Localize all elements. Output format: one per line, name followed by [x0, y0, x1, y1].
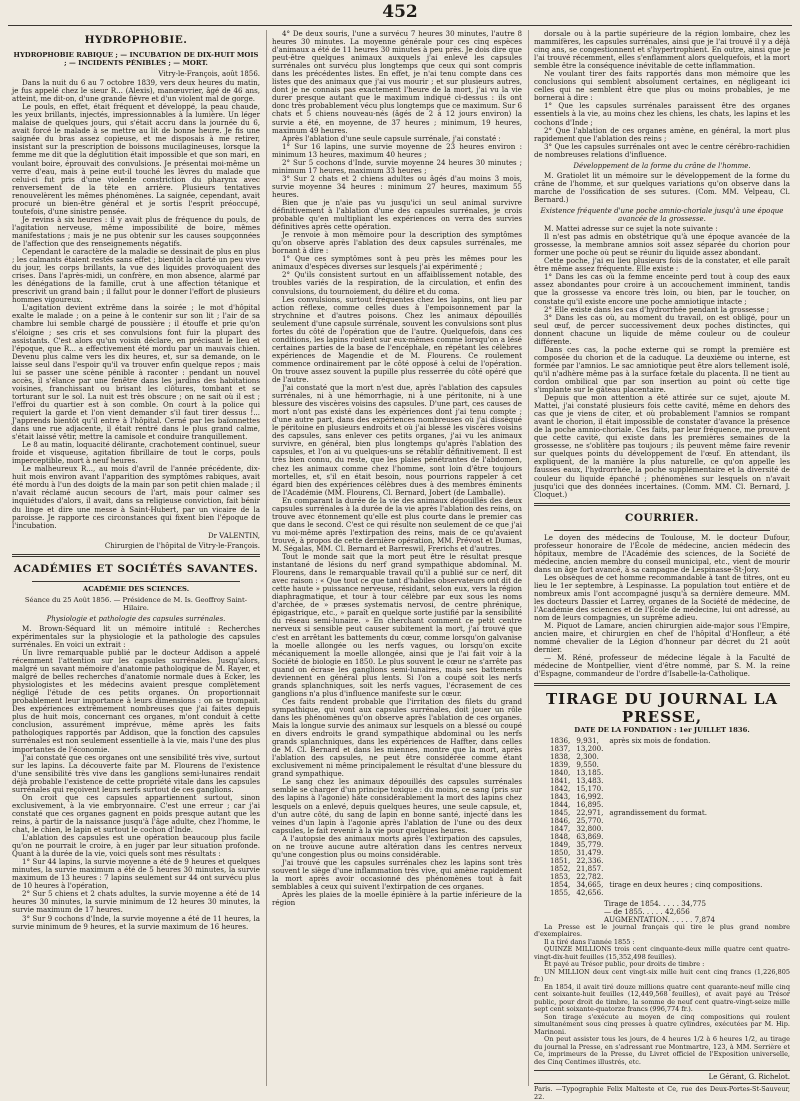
existence-heading: Existence fréquente d'une poche amnio-choriale jusqu'à une époque avancée de la grossesse. — [540, 206, 784, 224]
tirage-note: tirage en deux heures ; cinq compositions. — [609, 880, 763, 890]
tirage-note: après six mois de fondation. — [609, 735, 711, 745]
tirage-note — [609, 849, 768, 857]
tirage-year: 1838, — [550, 751, 571, 761]
augmentation-label: AUGMENTATION. . . . . . — [604, 914, 693, 924]
tirage-note — [609, 817, 768, 825]
signature-name: Dr VALENTIN, — [207, 531, 260, 540]
dateline: Vitry-le-François, août 1856. — [158, 70, 260, 78]
paragraph: 1° Sur 16 lapins, une survie moyenne de 23 heures environ : minimum 13 heures, maximum 40 heures ; — [272, 141, 522, 159]
tirage-year: 1847, — [550, 824, 571, 834]
section-rule — [12, 554, 260, 557]
tirage-value: 15,170. — [576, 783, 604, 793]
tirage-value: 13,200. — [576, 743, 604, 753]
paragraph: 3° Dans les cas où, au moment du travail, on est obligé, pour un seul œuf, de percer successivement deux poches distinctes, qui donnent chacune un liquide de même couleur ou de couleur différente. — [534, 312, 790, 346]
tirage-notes — [534, 924, 790, 1067]
courrier-title: COURRIER. — [625, 511, 699, 524]
academies-conclusions — [534, 30, 790, 159]
page-number: 452 — [382, 2, 418, 22]
paragraph: 1° Dans les cas où la femme enceinte perd tout à coup des eaux assez abondantes pour croire à un accouchement imminent, tandis que la grossesse va encore très loin, ou bien, par le toucher, on constate qu'il existe encore une poche amniotique intacte ; — [534, 272, 790, 306]
existence-body — [534, 225, 790, 499]
tirage-year: 1842, — [550, 783, 571, 793]
paragraph: Un livre remarquable publié par le docteur Addison a appelé récemment l'attention sur les capsules surrénales. Jusqu'alors, malgré un savant mémoire d'anatomie pathologique de M. Rayer, et malgré de belles recherches d'anatomie normale dues à Ecker, les physiologistes et les médecins avaient presque complètement négligé l'étude de ces petits organes. On proportionnait probablement leur importance à leurs dimensions : on se trompait. Des expériences extrêmement nombreuses que j'ai faites depuis plus de huit mois, concernant ces organes, m'ont conduit à cette conclusion, assurément imprévue, même après les faits pathologiques rapportés par Addison, que la fonction des capsules surrénales est non seulement essentielle à la vie, mais l'une des plus importantes de l'économie. — [12, 647, 260, 754]
tirage-year: 1845, — [550, 807, 571, 817]
hydrophobie-subtitle: HYDROPHOBIE RABIQUE ; — INCUBATION DE DIX-HUIT MOIS ; — INCIDENTS PÉNIBLES ; — MORT. — [13, 51, 259, 67]
tirage-note — [609, 793, 768, 801]
session-line: Séance du 25 Août 1856. — Présidence de M. Is. Geoffroy Saint-Hilaire. — [24, 595, 248, 612]
signature-role: Chirurgien de l'hôpital de Vitry-le-François. — [104, 541, 260, 550]
paragraph: Les obsèques de cet homme recommandable à tant de titres, ont eu lieu le 1er septembre, à Lespinasse. La population tout entière et de nombreux amis l'ont accompagné jusqu'à sa dernière demeure. MM. les docteurs Dassier et Larrey, organes de la Société de médecine, de l'Académie des sciences et de l'École de médecine, lui ont adressé, au nom de leurs compagnies, un suprême adieu. — [534, 572, 790, 623]
tirage-year: 1854, — [550, 880, 571, 890]
paragraph: Le pouls, en effet, était fréquent et développé, la peau chaude, les yeux brillants, injectés, impressionnables à la lumière. Un léger malaise de quelques jours, qui s'était accru dans la journée du 6, avait forcé le malade à se mettre au lit de bonne heure. Je fis une saignée du bras assez copieuse, et me disposais à me retirer, insistant sur la prescription de boissons mucilagineuses, lorsque la femme me dit que la déglutition était impossible et que son mari, en voulant boire, éprouvait des convulsions. Je présentai moi-même un verre d'eau, mais à peine eut-il touché les lèvres du malade que celui-ci fut pris d'une violente constriction du pharynx avec renversement de la tête en arrière. Plusieurs tentatives renouvelèrent les mêmes phénomènes. La saignée, cependant, avait procuré un bien-être général et je sortis l'esprit préoccupé, toutefois, d'une sinistre pensée. — [12, 102, 260, 216]
paragraph: Il n'est pas admis en obstétrique qu'à une époque avancée de la grossesse, la membrane amnios soit assez séparée du chorion pour former une poche où peut se réunir du liquide assez abondant. — [534, 232, 790, 258]
paragraph: L'agitation devient extrême dans la soirée ; le mot d'hôpital exalte le malade ; on a peine à le contenir sur son lit ; l'air de sa chambre lui semble chargé de poussière ; il étouffe et prie qu'on s'éloigne ; ses cris et ses convulsions font fuir la plupart des assistants. C'est alors qu'un voisin déclare, en précisant le lieu et l'époque, que R... a effectivement été mordu par un mauvais chien. Devenu plus calme vers les dix heures, et, sur sa demande, on le laisse seul dans l'espoir qu'il va trouver enfin quelque repos ; mais lui se passer une scène pénible à raconter : pendant un nouvel accès, il s'élance par une fenêtre dans les jardins des habitations voisines, franchissant ou brisant les clôtures, tombant et se torturant sur le sol. La nuit est très obscure ; on ne sait où il est ; l'effroi du quartier est à son comble. On court à la police qui requiert la garde et l'on vient demander s'il faut tirer dessus !... J'apprends bientôt qu'il entre à l'hôpital. Cerné par les baïonnettes dans une rue adjacente, il était rentré dans le plus grand calme, s'était laissé vêtir, mettre la camisole et conduire tranquillement. — [12, 303, 260, 442]
total-label: — de 1855. . . . . — [604, 906, 663, 916]
tirage-value: 22,971, — [576, 807, 604, 817]
paragraph: 4° De deux souris, l'une a survécu 7 heures 30 minutes, l'autre 8 heures 30 minutes. La moyenne générale pour ces cinq espèces d'animaux a été de 11 heures 30 minutes à peu près. Je dois dire que peut-être quelques animaux auxquels j'ai enlevé les capsules surrénales ont survécu plus longtemps que ceux qui sont compris dans les précédentes listes. En effet, je n'ai tenu compte dans ces listes que des animaux que j'ai vus mourir ; et sur plusieurs autres, dont je ne connais pas exactement l'heure de la mort, j'ai vu la vie durer presque autant que le maximum indiqué ci-dessus : ils ont donc très probablement vécu plus longtemps que ce maximum. Sur 6 chats et 5 chiens nouveau-nés (âgés de 2 à 12 jours environ) la survie a été, en moyenne, de 37 heures ; minimum, 19 heures, maximum 49 heures. — [272, 29, 522, 135]
tirage-title: TIRAGE DU JOURNAL LA PRESSE, — [545, 689, 779, 726]
tirage-value: 42,656. — [576, 888, 604, 898]
paragraph: Son tirage s'exécute au moyen de cinq compositions qui roulent simultanément sous cinq presses à quatre cylindres, exécutées par M. Hip. Marinoni. — [534, 1012, 790, 1036]
paragraph: On peut assister tous les jours, de 4 heures 1/2 à 6 heures 1/2, au tirage du journal la Presse, en s'adressant rue Montmartre, 123, à MM. Serrière et Ce, imprimeurs de la Presse, du Livret officiel de l'Exposition universelle, des Cinq Centimes illustrés, etc. — [534, 1035, 790, 1066]
total-label: Tirage de 1854. . . . . — [604, 898, 679, 908]
header-rule — [8, 25, 792, 26]
tirage-year: 1837, — [550, 743, 571, 753]
tirage-year: 1836, — [550, 735, 571, 745]
paragraph: J'ai constaté que la mort n'est due, après l'ablation des capsules surrénales, ni à une hémorrhagie, ni à une péritonite, ni à une blessure des viscères voisins des capsules. D'une part, ces causes de mort n'ont pas existé dans les expériences dont j'ai tenu compte ; d'une autre part, dans des expériences nombreuses où j'ai disséqué le péritoine en plusieurs endroits et où j'ai blessé les viscères voisins des capsules, sans enlever ces petits organes, j'ai vu les animaux survivre, en général, bien plus longtemps qu'après l'ablation des capsules, et l'on ai vu quelques-uns se rétablir définitivement. Il est très bien connu, du reste, que les plaies pénétrantes de l'abdomen, chez les animaux comme chez l'homme, sont loin d'être toujours mortelles, et, s'il en était besoin, nous pourrions rappeler à cet égard bien des expériences célèbres dues à des membres éminents de l'Académie (MM. Flourens, Cl. Bernard, Jobert (de Lamballe). — [272, 383, 522, 497]
paragraph: 1° Que les capsules surrénales paraissent être des organes essentiels à la vie, au moins chez les chiens, les chats, les lapins et les cochons d'Inde ; — [534, 101, 790, 127]
paragraph: Ne voulant tirer des faits rapportés dans mon mémoire que les conclusions qui semblent absolument certaines, en négligeant ici celles qui ne semblent être que plus ou moins probables, je me bornerai à dire : — [534, 69, 790, 103]
column-left — [12, 30, 260, 1090]
tirage-value: 35,779. — [576, 840, 604, 850]
paragraph: Il a tiré dans l'année 1855 : — [544, 937, 635, 946]
paragraph: M. Piquot de Lamare, ancien chirurgien aide-major sous l'Empire, ancien maire, et chirurgien en chef de l'hôpital d'Honfleur, a été nommé chevalier de la Légion d'honneur par décret du 21 août dernier. — [534, 621, 790, 655]
paragraph: 3° Que les capsules surrénales ont avec le centre cérébro-rachidien de nombreuses relations d'influence. — [534, 141, 790, 159]
tirage-note — [609, 889, 768, 897]
tirage-value: 2,300. — [576, 751, 599, 761]
paragraph: Depuis que mon attention a été attirée sur ce sujet, ajoute M. Mattei, j'ai constaté plusieurs fois cette cavité, même en dehors des cas que je viens de citer, et où probablement l'amnios se rompant avant le chorion, il était impossible de constater d'avance la présence de la poche amnio-choriale. Ces faits, par leur fréquence, me prouvent que cette cavité, qui existe dans les premières semaines de la grossesse, ne s'oblitère pas toujours ; ils peuvent même faire revenir sur quelques points du développement de l'œuf. En attendant, ils expliquent, de la manière la plus naturelle, ce qu'on appelle les fausses eaux, l'hydrorrhée, la poche supplémentaire et la diversité de couleur du liquide épanché ; phénomènes sur lesquels on n'avait jusqu'ici que des données incertaines. (Comm. MM. Cl. Bernard, J. Cloquet.) — [534, 393, 790, 499]
section-rule — [32, 581, 240, 582]
paragraph: Le 8 au matin, loquacité délirante, crachotement continuel, sueur froide et visqueuse, agitation fibrillaire de tout le corps, pouls imperceptible, mort à neuf heures. — [12, 440, 260, 466]
column-middle — [272, 30, 522, 1090]
paragraph: En 1854, il avait tiré douze millions quatre cent quarante-neuf mille cinq cent soixante-huit feuilles (12,449,568 feuilles), et avait payé au Trésor public, pour droit de timbre, la somme de neuf cent quatre-vingt-seize mille sept cent soixante-quatorze francs (996,774 fr.). — [534, 982, 790, 1014]
tirage-year: 1839, — [550, 759, 571, 769]
paragraph: Bien que je n'aie pas vu jusqu'ici un seul animal survivre définitivement à l'ablation d'une des capsules surrénales, je crois probable qu'en multipliant les expériences on verra des survies définitives après cette opération. — [272, 197, 522, 232]
tirage-note — [609, 857, 768, 865]
tirage-value: 32,800. — [576, 824, 604, 834]
topic-heading: Physiologie et pathologie des capsules surrénales. — [46, 614, 226, 623]
tirage-table — [550, 737, 768, 898]
tirage-note — [609, 825, 768, 833]
academies-body-continued — [272, 30, 522, 907]
augmentation-value: 7,874 — [694, 914, 715, 924]
tirage-note — [609, 745, 768, 753]
paragraph: A l'autopsie des animaux morts après l'extirpation des capsules, on ne trouve aucune autre altération dans les centres nerveux qu'une congestion plus ou moins considérable. — [272, 833, 522, 859]
tirage-value: 22,336. — [576, 856, 604, 866]
tirage-year: 1852, — [550, 864, 571, 874]
tirage-value: 22,782. — [576, 872, 604, 882]
column-rule — [266, 30, 267, 1086]
tirage-value: 13,185. — [576, 767, 604, 777]
column-right — [534, 29, 790, 1101]
paragraph: J'ai constaté que ces organes ont une sensibilité très vive, surtout sur les lapins. La découverte faite par M. Flourens de l'existence d'une sensibilité très vive dans les ganglions semi-lunaires rendait déjà probable l'existence de cette propriété vitale dans les capsules surrénales qui reçoivent leurs nerfs surtout de ces ganglions. — [12, 752, 260, 794]
paragraph: Le doyen des médecins de Toulouse, M. le docteur Dufour, professeur honoraire de l'École de médecine, ancien médecin des hôpitaux, membre de l'Académie des sciences, de la Société de médecine, ancien membre du conseil municipal, etc., vient de mourir dans un âge fort avancé, à sa campagne de Lespinasse-St-Jory. — [534, 532, 790, 574]
tirage-note — [609, 761, 768, 769]
paragraph: Après l'ablation d'une seule capsule surrénale, j'ai constaté : — [282, 133, 501, 143]
tirage-year: 1855, — [550, 888, 571, 898]
tirage-value: 9,931, — [576, 735, 599, 745]
tirage-note — [609, 769, 768, 777]
paragraph: Et payé au Trésor public, pour droits de timbre : — [544, 960, 705, 969]
tirage-year: 1851, — [550, 856, 571, 866]
tirage-note: agrandissement du format. — [609, 807, 707, 817]
tirage-value: 31,479. — [576, 848, 604, 858]
paragraph: 1° Que ces symptômes sont à peu près les mêmes pour les animaux d'espèces diverses sur lesquels j'ai expérimenté ; — [272, 254, 522, 272]
footer-rule — [534, 1070, 790, 1071]
academy-name: ACADÉMIE DES SCIENCES. — [82, 584, 190, 593]
section-rule — [534, 503, 790, 506]
tirage-year: 1849, — [550, 840, 571, 850]
paragraph: UN MILLION deux cent vingt-six mille huit cent cinq francs (1,226,805 fr.) — [534, 967, 790, 984]
tirage-totals — [534, 900, 790, 916]
paragraph: 2° Qu'ils consistent surtout en un affaiblissement notable, des troubles variés de la respiration, de la circulation, et enfin des convulsions, du tournoiement, du délire et du coma. — [272, 270, 522, 296]
total-value: 34,775 — [681, 898, 707, 908]
paragraph: Cependant le caractère de la maladie se dessinait de plus en plus ; les calmants étaient restés sans effet ; bientôt la clarté un peu vive du jour, les corps brillants, la vue des liquides provoquaient des crises. Dans l'après-midi, un confrère, en mon absence, alarmé par les dénégations de la famille, crut à une affection tétanique et prescrivit un grand bain ; il fallut pour le donner l'effort de plusieurs hommes vigoureux. — [12, 247, 260, 305]
paragraph: Après les plaies de la moelle épinière à la partie inférieure de la région — [272, 890, 522, 908]
paragraph: QUINZE MILLIONS trois cent cinquante-deux mille quatre cent quatre-vingt-dix-huit feuilles (15,352,498 feuilles). — [534, 945, 790, 961]
paragraph: 2° Que l'ablation de ces organes amène, en général, la mort plus rapidement que l'ablation des reins ; — [534, 125, 790, 143]
tirage-value: 16,992. — [576, 791, 604, 801]
tirage-value: 16,895. — [576, 799, 604, 809]
tirage-year: 1846, — [550, 816, 571, 826]
paragraph: Dans la nuit du 6 au 7 octobre 1839, vers deux heures du matin, je fus appelé chez le sieur R... (Alexis), manœuvrier, âgé de 46 ans, atteint, me dit-on, d'une grande fièvre et d'un violent mal de gorge. — [12, 78, 260, 104]
tirage-note — [609, 865, 768, 873]
paragraph: J'ai trouvé que les capsules surrénales chez les lapins sont très souvent le siège d'une inflammation très vive, qui amène rapidement la mort après avoir occasionné des phénomènes tout à fait semblables à ceux qui suivent l'extirpation de ces organes. — [272, 857, 522, 891]
tirage-note — [609, 777, 768, 785]
paragraph: Le malheureux R..., au mois d'avril de l'année précédente, dix-huit mois environ avant l'apparition des symptômes rabiques, avait été mordu à l'un des doigts de la main par son petit chien malade ; il n'avait réclamé aucun secours de l'art, mais pour calmer ses inquiétudes d'alors, il avait, dans sa religieuse conviction, fait bénir du linge et dire une messe à Saint-Hubert, par un vicaire de la paroisse. Je rapporte ces circonstances qui fixent bien l'époque de l'incubation. — [12, 464, 260, 530]
paragraph: Dans ces cas, la poche externe qui se rompt la première est composée du chorion et de la caduque. La deuxième ou interne, est formée par l'amnios. Le sac amniotique peut être alors tellement isolé, qu'il n'adhère même pas à la surface fœtale du placenta. Il ne tient au cordon ombilical que par son insertion au point où cette tige s'implante sur le gâteau placentaire. — [534, 344, 790, 395]
paragraph: dorsale ou à la partie supérieure de la région lombaire, chez les mammifères, les capsules surrénales, ainsi que je l'ai trouvé il y a déjà cinq ans, se congestionnent et s'hypertrophient. En outre, ainsi que je l'ai trouvé récemment, elles s'enflamment alors quelquefois, et la mort semble être la conséquence inévitable de cette inflammation. — [534, 29, 790, 71]
development-heading: Développement de la forme du crâne de l'homme. — [573, 161, 751, 170]
tirage-note — [609, 833, 768, 841]
paragraph: La Presse est le journal français qui tire le plus grand nombre d'exemplaires. — [534, 922, 790, 939]
paragraph: On croit que ces capsules appartiennent surtout, sinon exclusivement, à la vie embryonnaire. C'est une erreur ; car j'ai constaté que ces organes gagnent en poids presque autant que les reins, à partir de la naissance jusqu'à l'âge adulte, chez l'homme, le chat, le chien, le lapin et surtout le cochon d'Inde. — [12, 792, 260, 834]
tirage-year: 1848, — [550, 832, 571, 842]
tirage-value: 21,857. — [576, 864, 604, 874]
total-value: 42,656 — [664, 906, 690, 916]
tirage-value: 25,770. — [576, 816, 604, 826]
courrier-body — [534, 534, 790, 679]
tirage-value: 34,665, — [576, 880, 604, 890]
tirage-row — [550, 889, 768, 897]
tirage-note — [609, 753, 768, 761]
tirage-note — [609, 785, 768, 793]
academies-title: ACADÉMIES ET SOCIÉTÉS SAVANTES. — [13, 562, 259, 575]
tirage-year: 1844, — [550, 799, 571, 809]
development-text: M. Gratiolet lit un mémoire sur le développement de la forme du crâne de l'homme, et sur quelques variations qu'on observe dans la marche de l'ossification de ses sutures. (Com. MM. Velpeau, Cl. Bernard.) — [534, 170, 790, 204]
paragraph: Tout le monde sait que la mort peut être le résultat presque instantané de lésions du nerf grand sympathique abdominal. M. Flourens, dans le remarquable travail qu'il a publié sur ce nerf, dit avec raison : « Que tout ce que tant d'habiles observateurs ont dit de cette haute » puissance nerveuse, résidant, selon eux, vers la région diaphragmatique, et tour à tour célèbre par eux sous les noms d'archée, de » præses systematis nervosi, de centre phrénique, épigastrique, etc., » paraît en quelque sorte justifié par la sensibilité du réseau semi-lunaire. » En cherchant comment ce petit centre nerveux si sensible peut causer subitement la mort, j'ai trouvé que c'est en arrêtant les battements du cœur, comme lorsqu'on galvanise la moelle allongée ou les nerfs vagues, ou lorsqu'on excite mécaniquement la moelle allongée, ainsi que je l'ai fait voir à la Société de biologie en 1850. Le plus souvent le cœur ne s'arrête pas quand on écrase les ganglions semi-lunaires, mais ses battements deviennent en général plus lents. Si l'on a coupé soit les nerfs grands splanchniques, soit les nerfs vagues, l'écrasement de ces ganglions n'a plus d'influence manifeste sur le cœur. — [272, 552, 522, 698]
paragraph: Ces faits rendent probable que l'irritation des filets du grand sympathique, qui vont aux capsules surrénales, doit jouer un rôle dans les phénomènes qu'on observe après l'ablation de ces organes. Mais la longue survie des animaux sur lesquels on a blessé ou coupé en divers endroits le grand sympathique abdominal ou les nerfs grands splanchniques, dans les expériences de Haffter, dans celles de M. Cl. Bernard et dans les miennes, montre que la mort, après l'ablation des capsules, ne peut être considérée comme étant exclusivement ni même principalement le résultat d'une blessure du grand sympathique. — [272, 696, 522, 779]
tirage-subtitle: DATE DE LA FONDATION : 1er JUILLET 1836. — [574, 725, 750, 734]
tirage-year: 1850, — [550, 848, 571, 858]
footer-rule — [534, 1083, 790, 1084]
paragraph: En comparant la durée de la vie des animaux dépouillés des deux capsules surrénales à la durée de la vie après l'ablation des reins, on trouve avec étonnement qu'elle est plus courte dans le premier cas que dans le second. C'est ce qui résulte non seulement de ce que j'ai vu moi-même après l'extirpation des reins, mais de ce qu'avaient trouvé, à propos de cette dernière opération, MM. Prévost et Dumas, M. Ségalas, MM. Cl. Bernard et Barreswil, Frerichs et d'autres. — [272, 495, 522, 553]
paragraph: 1° Sur 44 lapins, la survie moyenne a été de 9 heures et quelques minutes, la survie maximum a été de 5 heures 30 minutes, la survie maximum de 13 heures : 7 lapins seulement sur 44 ont survécu plus de 10 heures à l'opération, — [12, 857, 260, 891]
section-rule — [554, 530, 770, 531]
paragraph: Le sang chez les animaux dépouillés des capsules surrénales semble se charger d'un principe toxique : du moins, ce sang (pris sur des lapins à l'agonie) hâte considérablement la mort des lapins chez lesquels on a enlevé, depuis quelques heures, une seule capsule, et, d'un autre côté, du sang de lapin en bonne santé, injecté dans les veines d'un lapin à l'agonie après l'ablation de l'une ou des deux capsules, le fait revenir à la vie pour quelques heures. — [272, 777, 522, 835]
tirage-value: 63,869. — [576, 832, 604, 842]
tirage-year: 1843, — [550, 791, 571, 801]
paragraph: 2° Sur 5 cochons d'Inde, survie moyenne 24 heures 30 minutes ; minimum 17 heures, maximum 33 heures ; — [272, 157, 522, 175]
paragraph: 2° Sur 5 chiens et 2 chats adultes, la survie moyenne a été de 14 heures 30 minutes, la survie minimum de 12 heures 30 minutes, la survie maximum de 17 heures. — [12, 889, 260, 915]
paragraph: M. Brown-Séquard lit un mémoire intitulé : Recherches expérimentales sur la physiologie et la pathologie des capsules surrénales. En voici un extrait : — [12, 623, 260, 649]
tirage-value: 13,483. — [576, 775, 604, 785]
paragraph: Cette poche, j'ai eu lieu plusieurs fois de la constater, et elle paraît être même assez fréquente. Elle existe : — [534, 256, 790, 274]
paragraph: 3° Sur 2 chats et 2 chiens adultes ou âgés d'au moins 3 mois, survie moyenne 34 heures : minimum 27 heures, maximum 55 heures. — [272, 173, 522, 199]
tirage-year: 1853, — [550, 872, 571, 882]
gerant-signature: Le Gérant, G. Richelot. — [708, 1073, 790, 1082]
paragraph: Je renvoie à mon mémoire pour la description des symptômes qu'on observe après l'ablation des deux capsules surrénales, me bornant à dire : — [272, 230, 522, 256]
section-rule — [534, 683, 790, 686]
paragraph: M. Mattei adresse sur ce sujet la note suivante : — [544, 224, 718, 234]
tirage-year: 1841, — [550, 775, 571, 785]
column-rule — [528, 30, 529, 1086]
paragraph: 3° Sur 9 cochons d'Inde, la survie moyenne a été de 11 heures, la survie minimum de 9 heures, et la survie maximum de 16 heures. — [12, 913, 260, 931]
hydrophobie-title: HYDROPHOBIE. — [84, 34, 188, 46]
tirage-value: 9,550. — [576, 759, 599, 769]
paragraph: — M. Réné, professeur de médecine légale à la Faculté de médecine de Montpellier, vient d'être nommé, par S. M. la reine d'Espagne, commandeur de l'ordre d'Isabelle-la-Catholique. — [534, 653, 790, 679]
tirage-year: 1840, — [550, 767, 571, 777]
hydrophobie-body — [12, 79, 260, 530]
paragraph: L'ablation des capsules est une opération beaucoup plus facile qu'on ne pourrait le croire, à en juger par leur situation profonde. Quant à la durée de la vie, voici quels sont mes résultats : — [12, 833, 260, 859]
paragraph: Je revins à six heures : il y avait plus de fréquence du pouls, de l'agitation nerveuse, même impossibilité de boire, mêmes manifestations ; mais je ne pus obtenir sur les causes soupçonnées de l'affection que des renseignements négatifs. — [12, 214, 260, 248]
academies-body — [12, 625, 260, 931]
paragraph: 2° Elle existe dans les cas d'hydrorrhée pendant la grossesse ; — [544, 304, 770, 314]
tirage-note — [609, 841, 768, 849]
paragraph: Les convulsions, surtout fréquentes chez les lapins, ont lieu par action réflexe, comme celles dues à l'empoisonnement par la strychnine et d'autres poisons. Chez les animaux dépouillés seulement d'une capsule surrénale, souvent les convulsions sont plus fortes du côté de l'opération que de l'autre. Quelquefois, dans ces conditions, les lapins roulent sur eux-mêmes comme lorsqu'on a lésé certaines parties de la base de l'encéphale, en répétant les célèbres expériences de Magendie et de M. Flourens. Ce roulement commence ordinairement par le côté opposé à celui de l'opération. On trouve assez souvent la pupille plus resserrée du côté opéré que de l'autre. — [272, 294, 522, 385]
imprint-line: Paris. —Typographie Felix Malteste et Ce, rue des Deux-Portes-St-Sauveur, 22. — [534, 1085, 790, 1101]
